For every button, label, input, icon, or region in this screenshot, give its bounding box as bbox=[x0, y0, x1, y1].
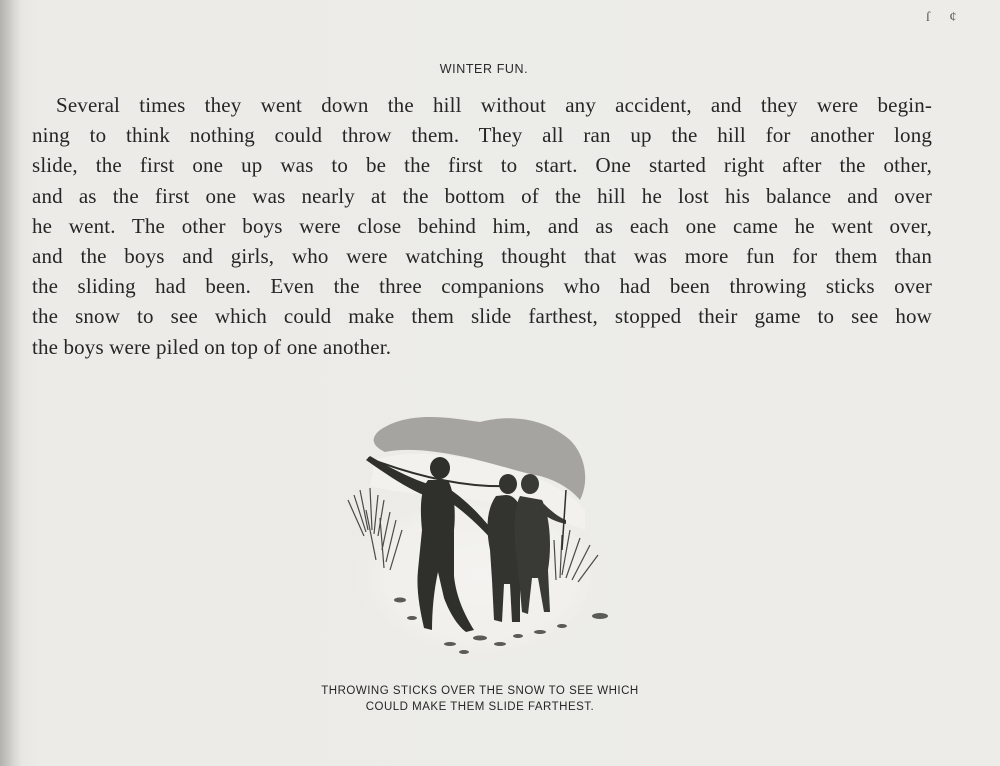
caption-line: THROWING STICKS OVER THE SNOW TO SEE WHICH bbox=[321, 685, 639, 697]
paragraph-line: ning to think nothing could throw them. They all ran up the hill for another long bbox=[32, 123, 932, 148]
paragraph-line: and as the first one was nearly at the bottom of the hill he lost his balance and over bbox=[32, 183, 932, 208]
body-paragraph bbox=[32, 90, 932, 362]
paragraph-line: the snow to see which could make them slide farthest, stopped their game to see how bbox=[32, 304, 932, 329]
paragraph-line: and the boys and girls, who were watching thought that was more fun for them than bbox=[32, 244, 932, 269]
paragraph-line: he went. The other boys were close behind him, and as each one came he went over, bbox=[32, 213, 932, 238]
illustration-stick-throwers bbox=[340, 400, 620, 670]
left-bush bbox=[348, 488, 402, 570]
corner-mark: ſ ¢ bbox=[926, 10, 965, 25]
paragraph-line: Several times they went down the hill without any accident, and they were begin- bbox=[56, 93, 932, 117]
paragraph-line: the sliding had been. Even the three companions who had been throwing sticks over bbox=[32, 274, 932, 299]
paragraph-line: slide, the first one up was to be the first to start. One started right after the other, bbox=[32, 153, 932, 178]
illustration-caption bbox=[240, 683, 720, 715]
spine-shadow bbox=[0, 0, 22, 766]
caption-line: COULD MAKE THEM SLIDE FARTHEST. bbox=[365, 701, 595, 713]
running-head: WINTER FUN. bbox=[439, 62, 529, 76]
paragraph-line: the boys were piled on top of one another. bbox=[32, 334, 392, 359]
